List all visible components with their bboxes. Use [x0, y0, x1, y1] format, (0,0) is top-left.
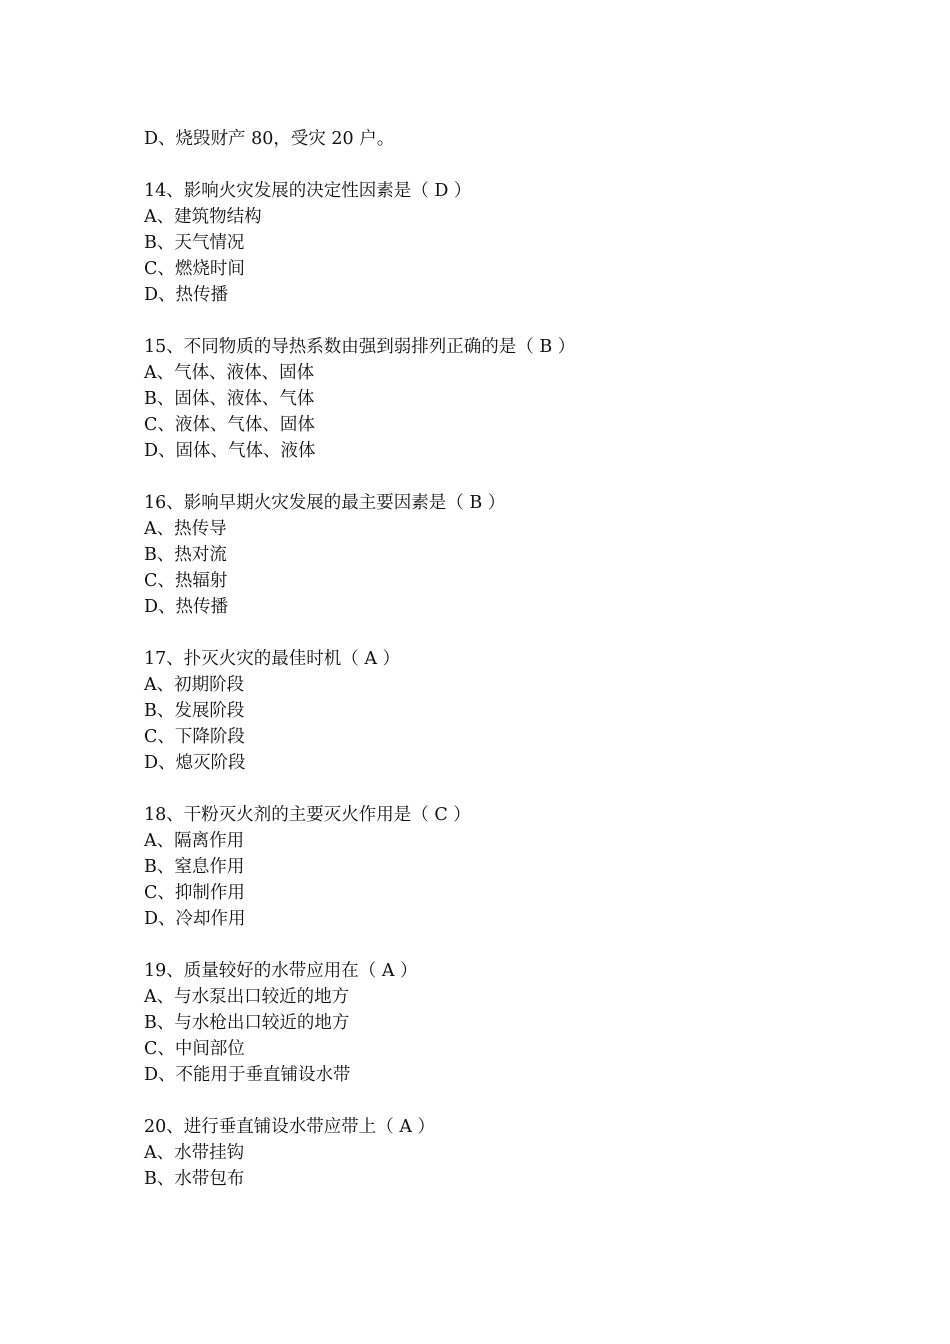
option-c: C、中间部位 [144, 1039, 245, 1059]
option-d: D、热传播 [144, 597, 229, 617]
question-15 [144, 334, 844, 464]
option-a: A、热传导 [144, 519, 227, 539]
option-d: D、熄灭阶段 [144, 753, 246, 773]
question-16 [144, 490, 844, 620]
option-a: A、水带挂钩 [144, 1143, 245, 1163]
option-a: A、气体、液体、固体 [144, 363, 315, 383]
option-c: C、抑制作用 [144, 883, 245, 903]
document-page [144, 126, 844, 1192]
question-stem: 19、质量较好的水带应用在（ A ） [144, 961, 418, 981]
question-20 [144, 1114, 844, 1192]
option-b: B、窒息作用 [144, 857, 245, 877]
option-d: D、固体、气体、液体 [144, 441, 316, 461]
option-a: A、初期阶段 [144, 675, 245, 695]
question-19 [144, 958, 844, 1088]
option-c: C、热辐射 [144, 571, 228, 591]
option-c: C、液体、气体、固体 [144, 415, 315, 435]
question-stem: 14、影响火灾发展的决定性因素是（ D ） [144, 181, 472, 201]
option-c: C、燃烧时间 [144, 259, 245, 279]
question-18 [144, 802, 844, 932]
option-c: C、下降阶段 [144, 727, 245, 747]
option-d: D、热传播 [144, 285, 229, 305]
option-b: B、水带包布 [144, 1169, 245, 1189]
carryover-option: D、烧毁财产 80，受灾 20 户。 [144, 129, 395, 149]
option-d: D、不能用于垂直铺设水带 [144, 1065, 351, 1085]
option-b: B、与水枪出口较近的地方 [144, 1013, 350, 1033]
question-stem: 17、扑灭火灾的最佳时机（ A ） [144, 649, 401, 669]
option-a: A、建筑物结构 [144, 207, 262, 227]
question-stem: 15、不同物质的导热系数由强到弱排列正确的是（ B ） [144, 337, 576, 357]
option-b: B、热对流 [144, 545, 227, 565]
question-14 [144, 178, 844, 308]
question-stem: 16、影响早期火灾发展的最主要因素是（ B ） [144, 493, 506, 513]
option-b: B、发展阶段 [144, 701, 245, 721]
option-b: B、天气情况 [144, 233, 245, 253]
option-b: B、固体、液体、气体 [144, 389, 315, 409]
question-stem: 18、干粉灭火剂的主要灭火作用是（ C ） [144, 805, 471, 825]
option-d: D、冷却作用 [144, 909, 246, 929]
option-a: A、与水泵出口较近的地方 [144, 987, 350, 1007]
question-17 [144, 646, 844, 776]
question-stem: 20、进行垂直铺设水带应带上（ A ） [144, 1117, 436, 1137]
option-a: A、隔离作用 [144, 831, 245, 851]
